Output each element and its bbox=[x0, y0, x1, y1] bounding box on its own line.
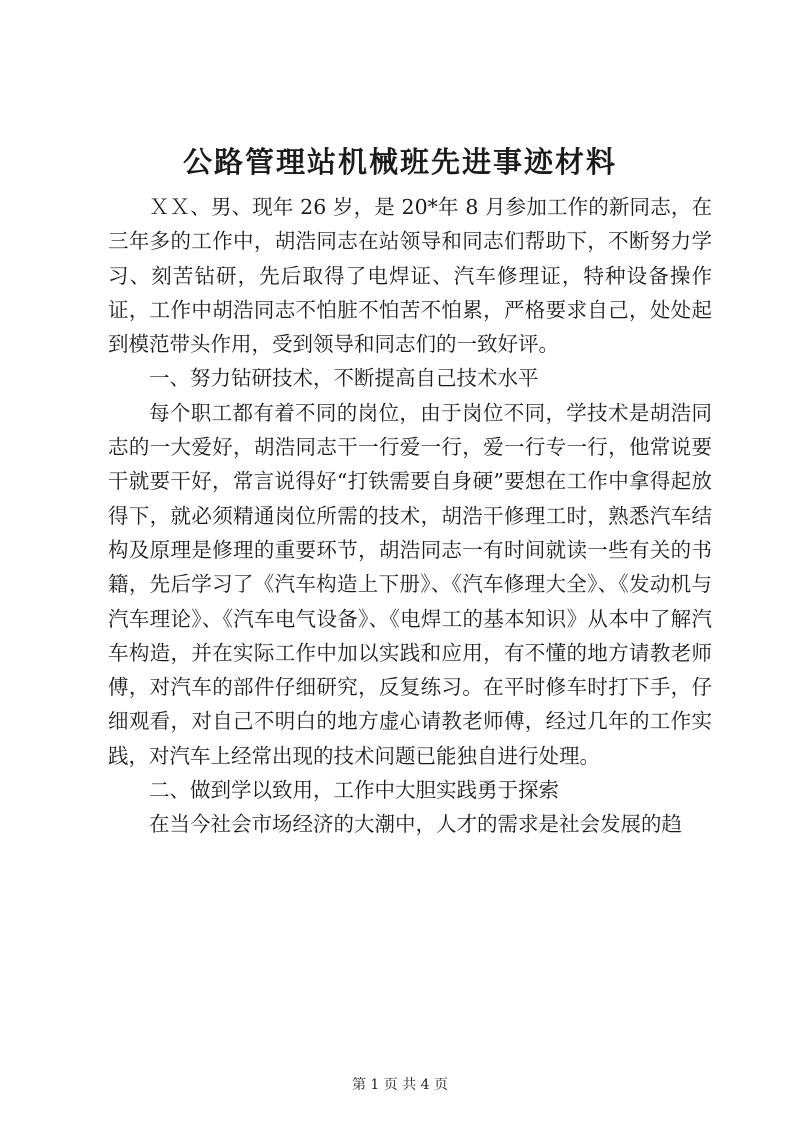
section-heading-2: 二、做到学以致用，工作中大胆实践勇于探索 bbox=[149, 778, 559, 803]
paragraph-section-2: 在当今社会市场经济的大潮中，人才的需求是社会发展的趋 bbox=[149, 812, 682, 837]
paragraph-section-1: 每个职工都有着不同的岗位，由于岗位不同，学技术是胡浩同志的一大爱好，胡浩同志干一行爱一行，爱一行专一行，他常说要干就要干好，常言说得好“打铁需要自身硬”要想在工作中拿得起放得下，就必须精通岗位所需的技术，胡浩干修理工时，熟悉汽车结构及原理是修理的重要环节，胡浩同志一有时间就读一些有关的书籍，先后学习了《汽车构造上下册》、《汽车修理大全》、《发动机与汽车理论》、《汽车电气设备》、《电焊工的基本知识》从本中了解汽车构造，并在实际工作中加以实践和应用，有不懂的地方请教老师傅，对汽车的部件仔细研究，反复练习。在平时修车时打下手，仔细观看，对自己不明白的地方虚心请教老师傅，经过几年的工作实践，对汽车上经常出现的技术问题已能独自进行处理。 bbox=[108, 400, 712, 768]
page-number-footer: 第 1 页 共 4 页 bbox=[351, 1077, 449, 1093]
document-body bbox=[108, 190, 712, 842]
document-title: 公路管理站机械班先进事迹材料 bbox=[182, 145, 617, 179]
paragraph-intro: ＸＸ、男、现年 26 岁，是 20*年 8 月参加工作的新同志，在三年多的工作中，胡浩同志在站领导和同志们帮助下，不断努力学习、刻苦钻研，先后取得了电焊证、汽车修理证，特种设备操作证，工作中胡浩同志不怕脏不怕苦不怕累，严格要求自己，处处起到模范带头作用，受到领导和同志们的一致好评。 bbox=[108, 195, 712, 357]
section-heading-1: 一、努力钻研技术，不断提高自己技术水平 bbox=[149, 366, 539, 391]
